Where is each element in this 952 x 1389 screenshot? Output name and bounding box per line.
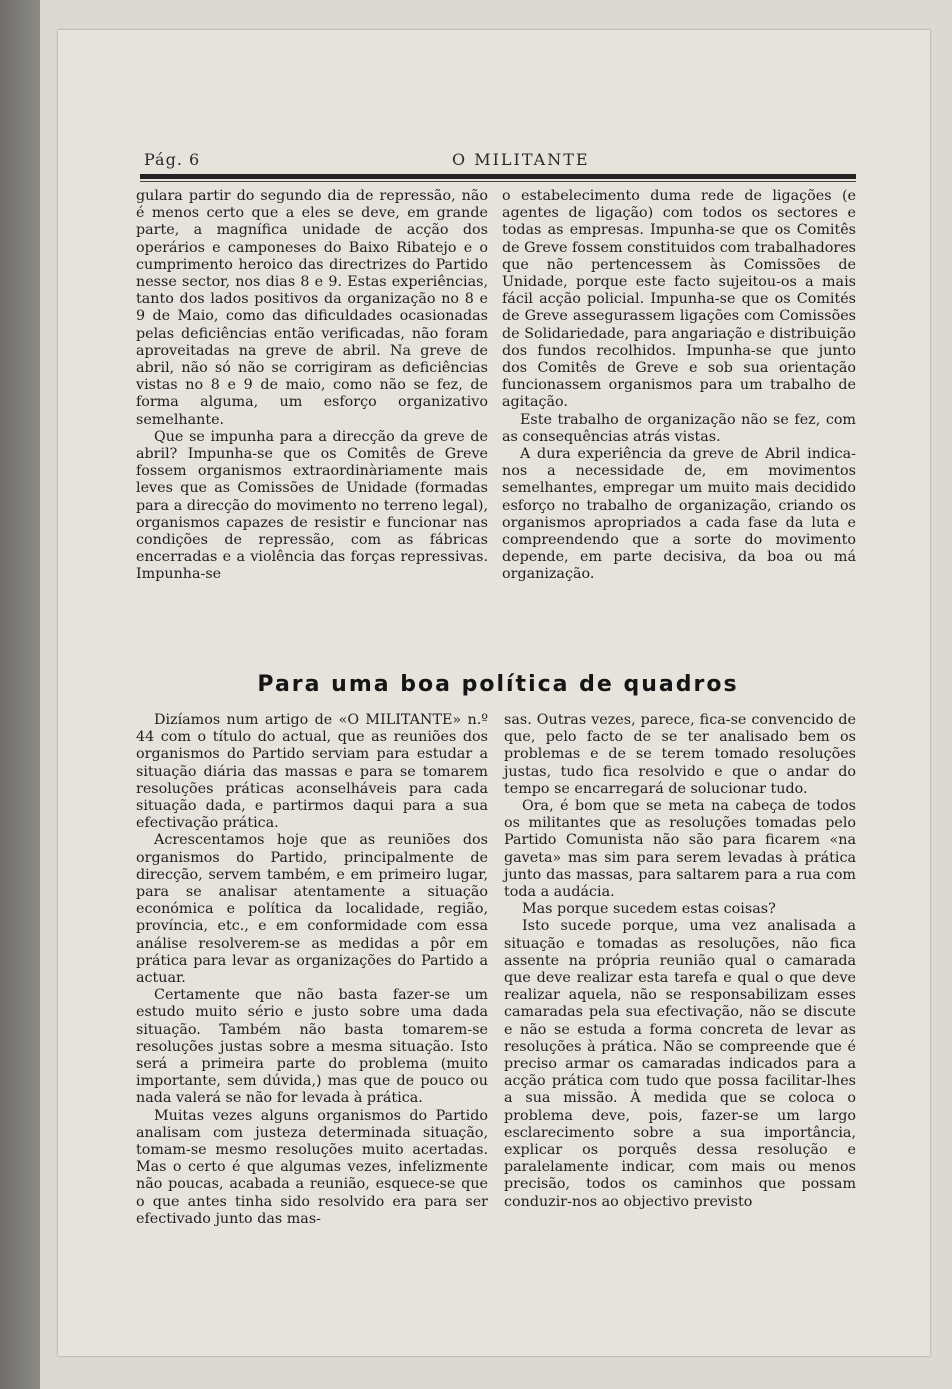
paragraph: Isto sucede porque, uma vez analisada a situação e tomadas as resoluções, não fica assente na própria reunião qual o camarada que deve realizar esta tarefa e qual o que deve realizar aquela, não se responsabilizam esses camaradas pela sua efectivação, não se discute e não se estuda a forma concreta de levar as resoluções à prática. Não se compreende que é preciso armar os camaradas indicados para a acção prática com tudo que possa facilitar-lhes a sua missão. À medida que se coloca o problema deve, pois, fazer-se um largo esclarecimento sobre a sua importância, explicar os porquês dessa resolução e paralelamente indicar, com mais ou menos precisão, todos os caminhos que possam conduzir-nos ao objectivo previsto (504, 918, 856, 1210)
paragraph: Acrescentamos hoje que as reuniões dos organismos do Partido, principalmente de direcção, servem também, e em primeiro lugar, para se analisar atentamente a situação económica e política da localidade, região, província, etc., e em conformidade com essa análise resolverem-se as medidas a pôr em prática para levar as organizações do Partido a actuar. (136, 832, 488, 987)
paragraph: Dizíamos num artigo de «O MILITANTE» n.º 44 com o título do actual, que as reuniões dos organismos do Partido serviam para estudar a situação diária das massas e para se tomarem resoluções práticas aconselháveis para cada situação dada, e partirmos daqui para a sua efectivação prática. (136, 712, 488, 832)
paragraph: A dura experiência da greve de Abril indica-nos a necessidade de, em movimentos semelhantes, empregar um muito mais decidido esforço no trabalho de organização, criando os organismos apropriados a cada fase da luta e compreendendo que a sorte do movimento depende, em parte decisiva, da boa ou má organização. (502, 446, 856, 583)
top-article-column-1 (136, 188, 488, 584)
top-article-column-2 (502, 188, 856, 584)
scanner-frame-edge (0, 0, 40, 1389)
paragraph: gulara partir do segundo dia de repressão, não é menos certo que a eles se deve, em grande parte, a magnífica unidade de acção dos operários e camponeses do Baixo Ribatejo e o cumprimento heroico das directrizes do Partido nesse sector, nos dias 8 e 9. Estas experiências, tanto dos lados positivos da organização no 8 e 9 de Maio, como das dificuldades ocasionadas pelas deficiências então verificadas, não foram aproveitadas na greve de abril. Na greve de abril, não só não se corrigiram as deficiências vistas no 8 e 9 de maio, como não se fez, de forma alguma, um esforço organizativo semelhante. (136, 188, 488, 428)
publication-title: O MILITANTE (452, 150, 590, 169)
paragraph: Ora, é bom que se meta na cabeça de todos os militantes que as resoluções tomadas pelo Partido Comunista não são para ficarem «na gaveta» mas sim para serem levadas à prática junto das massas, para saltarem para a rua com toda a audácia. (504, 798, 856, 901)
header-rule (140, 174, 856, 179)
paragraph: Este trabalho de organização não se fez, com as consequências atrás vistas. (502, 411, 856, 445)
paragraph: sas. Outras vezes, parece, fica-se convencido de que, pelo facto de se ter analisado bem os problemas e de se terem tomado resoluções justas, tudo fica resolvido e que o andar do tempo se encarregará de solucionar tudo. (504, 712, 856, 797)
paragraph: o estabelecimento duma rede de ligações (e agentes de ligação) com todos os sectores e todas as empresas. Impunha-se que os Comitês de Greve fossem constituidos com trabalhadores que não pertencessem às Comissões de Unidade, porque este facto sujeitou-os a mais fácil acção policial. Impunha-se que os Comités de Greve assegurassem ligações com Comissões de Solidariedade, para angariação e distribuição dos fundos recolhidos. Impunha-se que junto dos Comitês de Greve e sob sua orientação funcionassem organismos para um trabalho de agitação. (502, 188, 856, 411)
article-headline: Para uma boa política de quadros (257, 672, 739, 697)
second-article-column-2 (504, 712, 856, 1211)
page-number: Pág. 6 (144, 150, 201, 169)
running-header (144, 150, 856, 174)
paragraph: Mas porque sucedem estas coisas? (522, 901, 776, 918)
paragraph: Que se impunha para a direcção da greve de abril? Impunha-se que os Comitês de Greve fossem organismos extraordinàriamente mais leves que as Comissões de Unidade (formadas para a direcção do movimento no terreno legal), organismos capazes de resistir e funcionar nas condições de repressão, com as fábricas encerradas e a violência das forças repressivas. Impunha-se (136, 428, 488, 583)
header-rule-thin (140, 181, 856, 182)
paragraph: Muitas vezes alguns organismos do Partido analisam com justeza determinada situação, tomam-se mesmo resoluções muito acertadas. Mas o certo é que algumas vezes, infelizmente não poucas, acabada a reunião, esquece-se que o que antes tinha sido resolvido era para ser efectivado junto das mas- (136, 1107, 488, 1227)
second-article-column-1 (136, 712, 488, 1228)
paragraph: Certamente que não basta fazer-se um estudo muito sério e justo sobre uma dada situação. Também não basta tomarem-se resoluções justas sobre a mesma situação. Isto será a primeira parte do problema (muito importante, sem dúvida,) mas que de pouco ou nada valerá se não for levada à prática. (136, 987, 488, 1107)
